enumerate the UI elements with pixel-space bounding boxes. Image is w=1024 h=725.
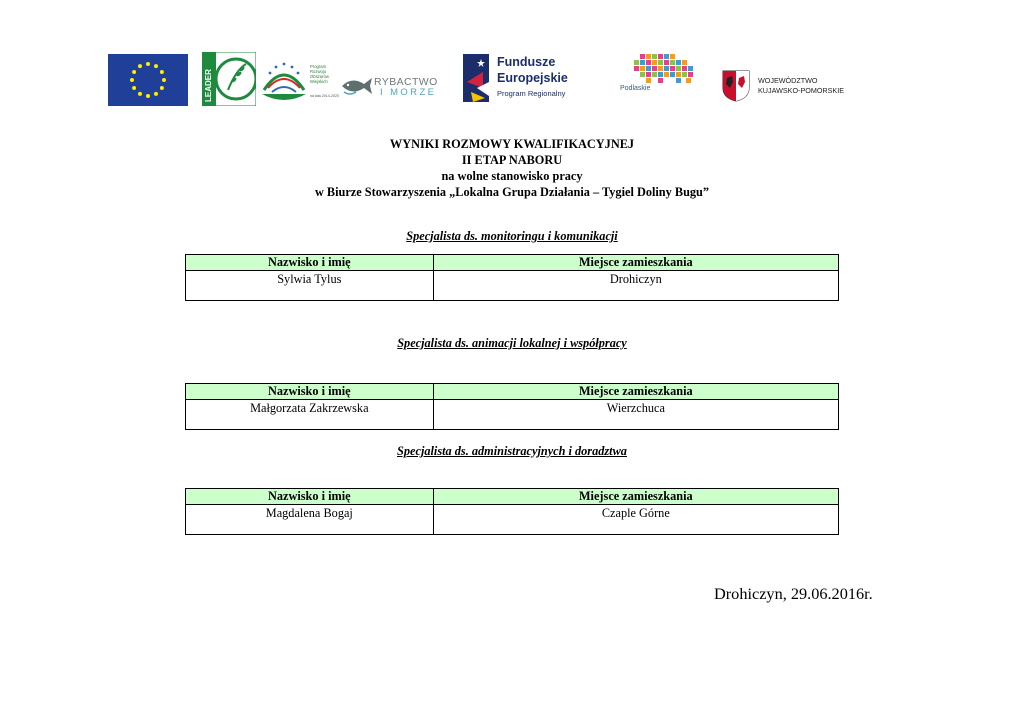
eu-flag-icon — [108, 54, 188, 106]
candidate-name: Magdalena Bogaj — [186, 505, 434, 535]
podlaskie-logo — [620, 50, 700, 100]
results-table-animation — [185, 383, 839, 430]
rybactwo-line-1: RYBACTWO — [374, 76, 438, 88]
place-and-date: Drohiczyn, 29.06.2016r. — [714, 584, 873, 603]
column-header-place: Miejsce zamieszkania — [433, 255, 838, 271]
table-row — [186, 505, 839, 535]
prow-subtitle: na lata 2014-2020 — [310, 94, 339, 98]
prow-line-3: Obszarów — [310, 74, 329, 79]
fish-icon — [340, 74, 374, 98]
kujawsko-line-1: WOJEWÓDZTWO — [758, 76, 818, 85]
fundusze-line-2: Europejskie — [497, 71, 568, 85]
leader-text: LEADER — [204, 69, 213, 102]
leader-logo — [202, 52, 256, 106]
table-row — [186, 400, 839, 430]
fundusze-europejskie-logo — [461, 52, 581, 106]
column-header-place: Miejsce zamieszkania — [433, 384, 838, 400]
candidate-place: Wierzchuca — [433, 400, 838, 430]
table-header-row — [186, 255, 839, 271]
header-organization: w Biurze Stowarzyszenia „Lokalna Grupa Działania – Tygiel Doliny Bugu” — [314, 185, 710, 199]
fundusze-line-1: Fundusze — [497, 55, 556, 69]
candidate-name: Małgorzata Zakrzewska — [186, 400, 434, 430]
table-header-row — [186, 489, 839, 505]
rybactwo-line-2: I MORZE — [380, 87, 437, 98]
rybactwo-logo — [340, 74, 440, 100]
results-table-monitoring — [185, 254, 839, 301]
candidate-place: Drohiczyn — [433, 271, 838, 301]
prow-icon — [258, 54, 310, 106]
prow-line-2: Rozwoju — [310, 69, 327, 74]
section-title-animation: Specjalista ds. animacji lokalnej i współpracy — [397, 336, 627, 350]
header-stage: II ETAP NABORU — [461, 153, 563, 167]
column-header-name: Nazwisko i imię — [186, 489, 434, 505]
section-title-administration: Specjalista ds. administracyjnych i doradztwa — [397, 444, 627, 458]
column-header-name: Nazwisko i imię — [186, 384, 434, 400]
prow-line-4: Wiejskich — [310, 79, 328, 84]
table-row — [186, 271, 839, 301]
fundusze-line-3: Program Regionalny — [497, 89, 566, 98]
eu-flag-logo — [108, 54, 188, 106]
coat-of-arms-icon — [722, 70, 750, 102]
header-title: WYNIKI ROZMOWY KWALIFIKACYJNEJ — [389, 137, 635, 151]
candidate-place: Czaple Górne — [433, 505, 838, 535]
table-header-row — [186, 384, 839, 400]
column-header-place: Miejsce zamieszkania — [433, 489, 838, 505]
fundusze-flag-icon — [461, 52, 491, 104]
prow-text — [310, 64, 340, 84]
document-header — [0, 136, 1024, 200]
results-table-administration — [185, 488, 839, 535]
prow-line-1: Program — [310, 64, 327, 69]
candidate-name: Sylwia Tylus — [186, 271, 434, 301]
leader-icon — [202, 52, 256, 106]
header-position: na wolne stanowisko pracy — [441, 169, 583, 183]
prow-logo — [258, 54, 338, 106]
column-header-name: Nazwisko i imię — [186, 255, 434, 271]
podlaskie-text: Podlaskie — [620, 85, 651, 92]
logo-bar — [0, 50, 1024, 110]
kujawsko-pomorskie-logo — [722, 70, 862, 106]
section-title-monitoring: Specjalista ds. monitoringu i komunikacji — [406, 229, 618, 243]
kujawsko-line-2: KUJAWSKO-POMORSKIE — [758, 86, 844, 95]
